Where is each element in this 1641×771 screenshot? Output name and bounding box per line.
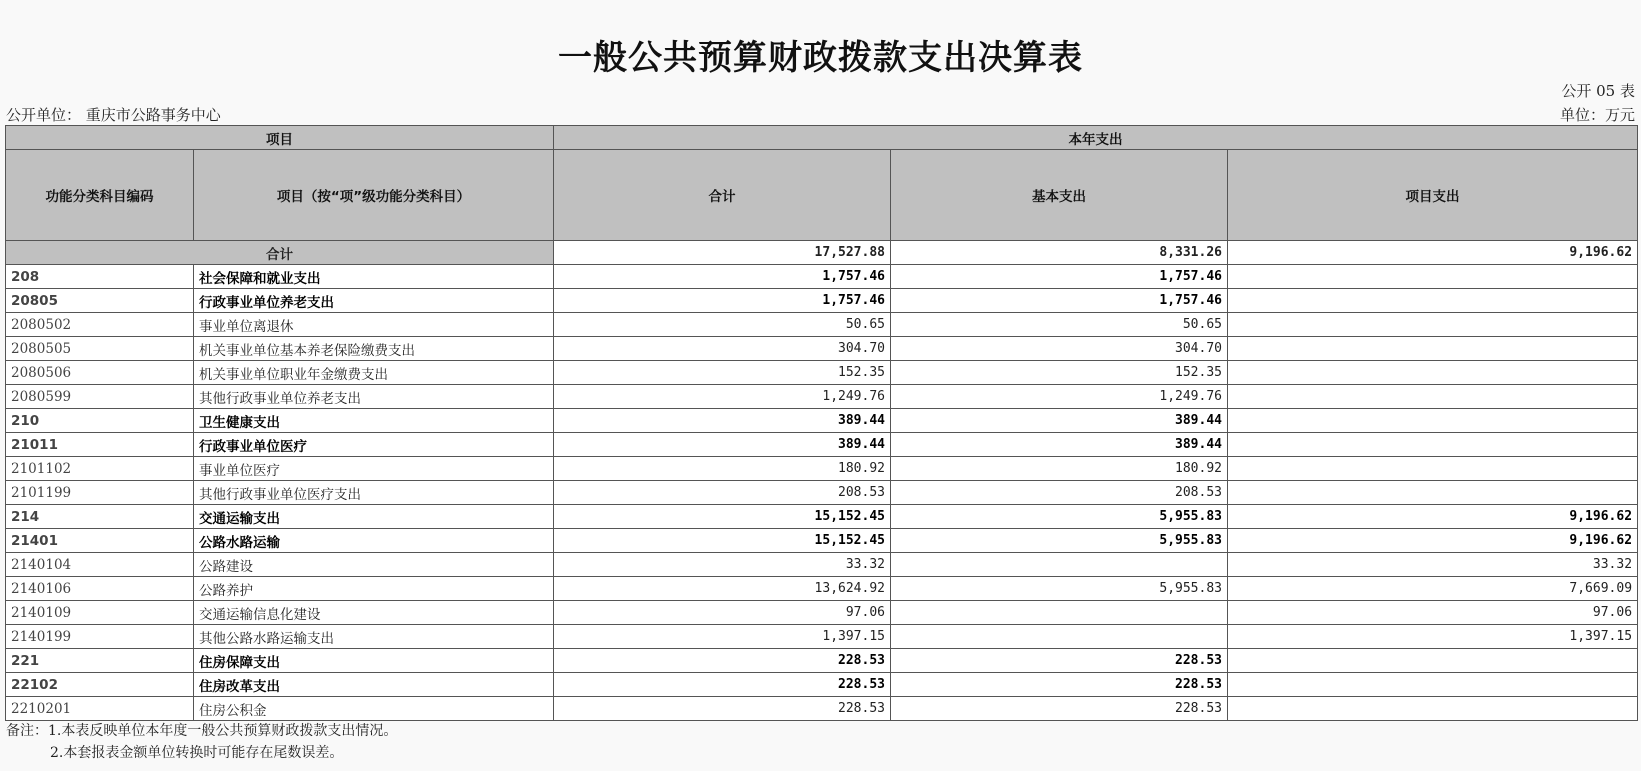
- note-1: 备注：1.本表反映单位本年度一般公共预算财政拨款支出情况。: [6, 723, 398, 739]
- row-name: 行政事业单位医疗: [194, 433, 554, 457]
- row-total: 228.53: [554, 649, 891, 673]
- table-row: [6, 505, 1638, 529]
- row-project: [1228, 289, 1638, 313]
- row-name: 交通运输支出: [194, 505, 554, 529]
- org-name: 重庆市公路事务中心: [85, 106, 221, 124]
- row-basic: 228.53: [891, 697, 1228, 721]
- row-name: 事业单位医疗: [194, 457, 554, 481]
- row-project: [1228, 649, 1638, 673]
- row-name: 交通运输信息化建设: [194, 601, 554, 625]
- row-project: [1228, 265, 1638, 289]
- row-code: 20805: [6, 289, 194, 313]
- notes: [6, 720, 397, 764]
- row-total: 1,249.76: [554, 385, 891, 409]
- org-label: 公开单位：: [6, 106, 82, 124]
- expenditure-table: [5, 125, 1638, 721]
- row-project: [1228, 457, 1638, 481]
- row-project: 7,669.09: [1228, 577, 1638, 601]
- row-basic: 5,955.83: [891, 529, 1228, 553]
- header-current-year: 本年支出: [554, 126, 1638, 150]
- total-basic: 8,331.26: [891, 241, 1228, 265]
- row-project: [1228, 337, 1638, 361]
- row-basic: 1,249.76: [891, 385, 1228, 409]
- row-basic: 228.53: [891, 649, 1228, 673]
- table-row: [6, 577, 1638, 601]
- row-project: [1228, 385, 1638, 409]
- row-code: 21401: [6, 529, 194, 553]
- row-basic: 5,955.83: [891, 505, 1228, 529]
- unit-label: 单位：万元: [1559, 106, 1635, 124]
- row-basic: 5,955.83: [891, 577, 1228, 601]
- row-name: 社会保障和就业支出: [194, 265, 554, 289]
- total-row: [6, 241, 1638, 265]
- table-row: [6, 601, 1638, 625]
- row-code: 210: [6, 409, 194, 433]
- row-total: 304.70: [554, 337, 891, 361]
- header-code: 功能分类科目编码: [6, 150, 194, 241]
- row-basic: [891, 553, 1228, 577]
- row-name: 公路养护: [194, 577, 554, 601]
- row-total: 15,152.45: [554, 529, 891, 553]
- row-code: 221: [6, 649, 194, 673]
- header-project-exp: 项目支出: [1228, 150, 1638, 241]
- row-project: [1228, 697, 1638, 721]
- total-total: 17,527.88: [554, 241, 891, 265]
- note-2: 2.本套报表金额单位转换时可能存在尾数误差。: [50, 745, 344, 761]
- row-name: 卫生健康支出: [194, 409, 554, 433]
- row-total: 1,757.46: [554, 289, 891, 313]
- row-project: 97.06: [1228, 601, 1638, 625]
- table-body: [6, 241, 1638, 721]
- row-name: 公路建设: [194, 553, 554, 577]
- table-row: [6, 409, 1638, 433]
- row-project: [1228, 481, 1638, 505]
- header-total: 合计: [554, 150, 891, 241]
- row-total: 389.44: [554, 433, 891, 457]
- row-name: 住房保障支出: [194, 649, 554, 673]
- row-total: 50.65: [554, 313, 891, 337]
- row-basic: 389.44: [891, 433, 1228, 457]
- row-project: [1228, 313, 1638, 337]
- row-total: 228.53: [554, 697, 891, 721]
- row-basic: [891, 625, 1228, 649]
- table-row: [6, 625, 1638, 649]
- row-name: 行政事业单位养老支出: [194, 289, 554, 313]
- row-name: 其他公路水路运输支出: [194, 625, 554, 649]
- row-basic: 228.53: [891, 673, 1228, 697]
- total-label: 合计: [6, 241, 554, 265]
- row-total: 1,397.15: [554, 625, 891, 649]
- row-code: 22102: [6, 673, 194, 697]
- row-code: 2210201: [6, 697, 194, 721]
- row-basic: 304.70: [891, 337, 1228, 361]
- row-name: 其他行政事业单位养老支出: [194, 385, 554, 409]
- row-total: 97.06: [554, 601, 891, 625]
- row-code: 2140199: [6, 625, 194, 649]
- table-row: [6, 433, 1638, 457]
- row-code: 2140109: [6, 601, 194, 625]
- row-code: 2080506: [6, 361, 194, 385]
- row-basic: 389.44: [891, 409, 1228, 433]
- table-row: [6, 481, 1638, 505]
- table-row: [6, 553, 1638, 577]
- row-code: 214: [6, 505, 194, 529]
- row-code: 2101102: [6, 457, 194, 481]
- row-project: 1,397.15: [1228, 625, 1638, 649]
- row-name: 事业单位离退休: [194, 313, 554, 337]
- row-name: 住房改革支出: [194, 673, 554, 697]
- row-basic: 50.65: [891, 313, 1228, 337]
- row-project: 9,196.62: [1228, 529, 1638, 553]
- row-code: 2080599: [6, 385, 194, 409]
- row-total: 33.32: [554, 553, 891, 577]
- row-code: 21011: [6, 433, 194, 457]
- row-project: 33.32: [1228, 553, 1638, 577]
- row-project: 9,196.62: [1228, 505, 1638, 529]
- row-project: [1228, 673, 1638, 697]
- row-basic: 152.35: [891, 361, 1228, 385]
- header-basic: 基本支出: [891, 150, 1228, 241]
- org-line: [6, 104, 221, 125]
- row-code: 2080502: [6, 313, 194, 337]
- row-project: [1228, 361, 1638, 385]
- row-code: 2080505: [6, 337, 194, 361]
- row-total: 15,152.45: [554, 505, 891, 529]
- table-row: [6, 529, 1638, 553]
- header-project: 项目: [6, 126, 554, 150]
- page-title: 一般公共预算财政拨款支出决算表: [558, 38, 1083, 78]
- row-project: [1228, 409, 1638, 433]
- header-name: 项目（按“项”级功能分类科目）: [194, 150, 554, 241]
- row-total: 389.44: [554, 409, 891, 433]
- row-code: 2140106: [6, 577, 194, 601]
- table-row: [6, 457, 1638, 481]
- row-basic: 180.92: [891, 457, 1228, 481]
- row-total: 13,624.92: [554, 577, 891, 601]
- row-code: 2101199: [6, 481, 194, 505]
- total-project: 9,196.62: [1228, 241, 1638, 265]
- row-total: 152.35: [554, 361, 891, 385]
- row-code: 208: [6, 265, 194, 289]
- row-basic: 208.53: [891, 481, 1228, 505]
- row-name: 机关事业单位职业年金缴费支出: [194, 361, 554, 385]
- row-total: 180.92: [554, 457, 891, 481]
- row-total: 208.53: [554, 481, 891, 505]
- table-row: [6, 313, 1638, 337]
- row-name: 其他行政事业单位医疗支出: [194, 481, 554, 505]
- table-row: [6, 649, 1638, 673]
- row-name: 机关事业单位基本养老保险缴费支出: [194, 337, 554, 361]
- table-row: [6, 361, 1638, 385]
- form-number: 公开 05 表: [1561, 82, 1635, 100]
- table-row: [6, 265, 1638, 289]
- table-row: [6, 385, 1638, 409]
- row-code: 2140104: [6, 553, 194, 577]
- row-name: 住房公积金: [194, 697, 554, 721]
- table-row: [6, 673, 1638, 697]
- row-total: 228.53: [554, 673, 891, 697]
- table-row: [6, 337, 1638, 361]
- table-row: [6, 697, 1638, 721]
- row-basic: 1,757.46: [891, 265, 1228, 289]
- row-name: 公路水路运输: [194, 529, 554, 553]
- table-row: [6, 289, 1638, 313]
- row-basic: [891, 601, 1228, 625]
- row-basic: 1,757.46: [891, 289, 1228, 313]
- row-total: 1,757.46: [554, 265, 891, 289]
- row-project: [1228, 433, 1638, 457]
